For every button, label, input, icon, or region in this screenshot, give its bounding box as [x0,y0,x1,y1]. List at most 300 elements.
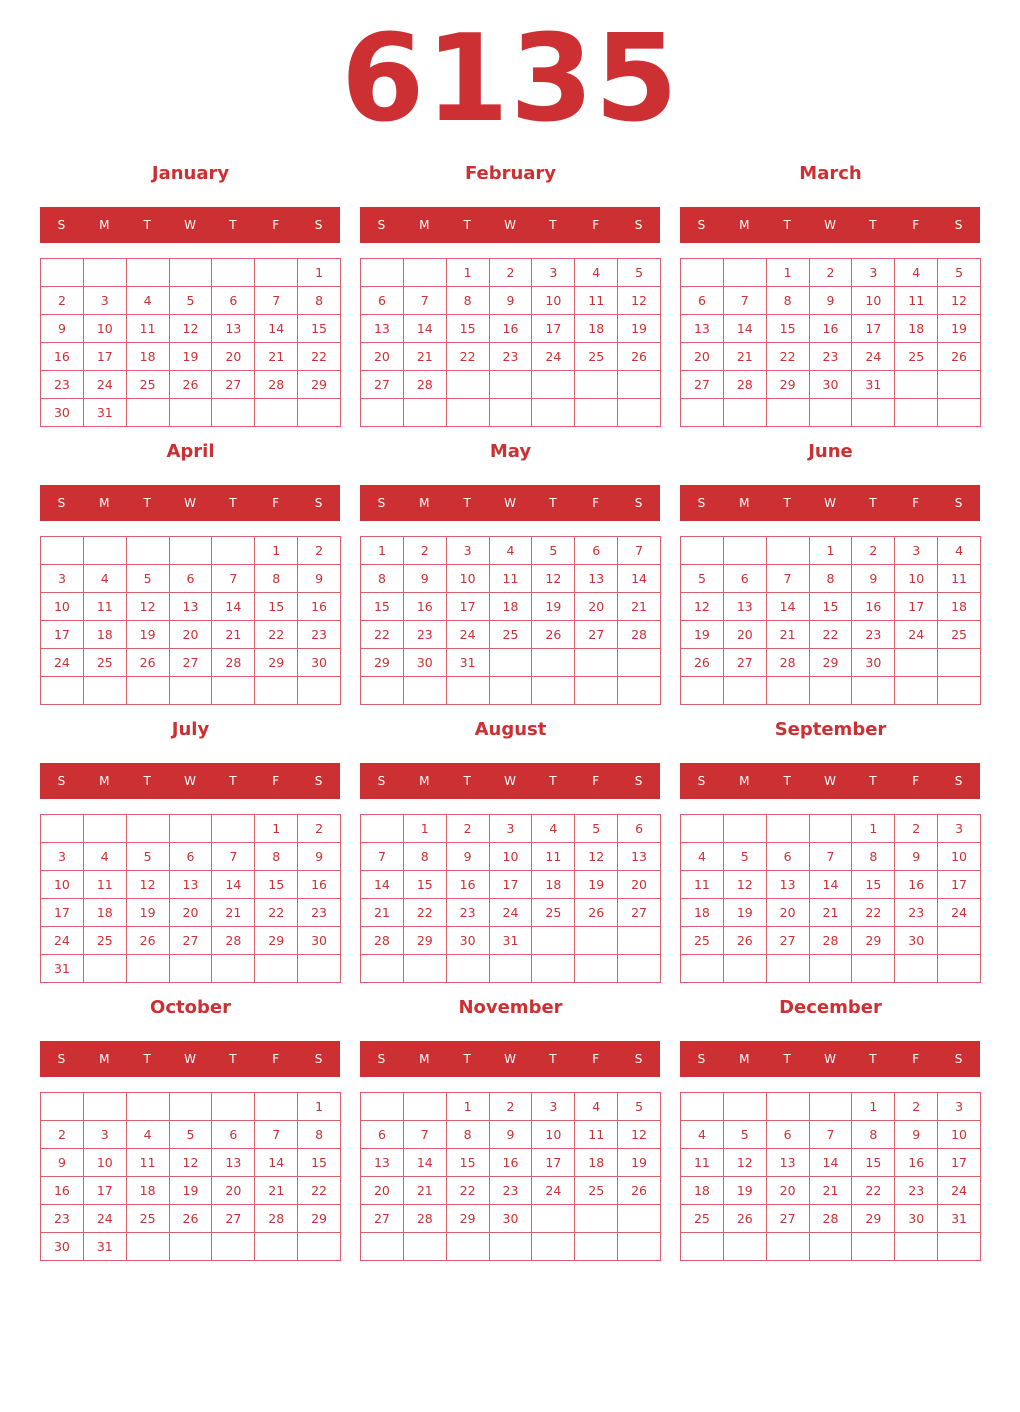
weekday-header [680,485,980,521]
day-cell: 11 [84,871,127,899]
day-cell: 17 [938,871,981,899]
empty-cell [724,537,767,565]
empty-cell [618,677,661,705]
weekday-label: F [912,774,920,788]
empty-cell [575,677,618,705]
day-cell: 29 [404,927,447,955]
day-cell: 12 [127,871,170,899]
day-cell: 25 [84,927,127,955]
empty-cell [575,371,618,399]
empty-cell [127,537,170,565]
weekday-label: W [184,218,196,232]
day-grid [360,258,661,427]
day-cell: 26 [127,927,170,955]
day-cell: 19 [170,343,213,371]
year-title: 6135 [341,10,679,149]
empty-cell [575,927,618,955]
day-cell: 21 [361,899,404,927]
weekday-label: M [739,218,750,232]
day-cell: 10 [938,1121,981,1149]
day-cell: 13 [361,1149,404,1177]
empty-cell [938,955,981,983]
day-cell: 7 [404,1121,447,1149]
empty-cell [938,1233,981,1261]
weekday-label: M [419,496,430,510]
weekday-label: S [634,496,643,510]
day-cell: 7 [767,565,810,593]
day-cell: 9 [298,843,341,871]
weekday-label: W [184,496,196,510]
day-cell: 20 [170,621,213,649]
day-cell: 23 [447,899,490,927]
day-cell: 11 [127,315,170,343]
day-cell: 27 [618,899,661,927]
weekday-label: T [463,496,471,510]
day-cell: 6 [575,537,618,565]
empty-cell [170,1093,213,1121]
day-cell: 12 [170,315,213,343]
day-cell: 27 [361,371,404,399]
day-cell: 25 [895,343,938,371]
day-cell: 24 [84,371,127,399]
empty-cell [532,1233,575,1261]
day-cell: 6 [212,287,255,315]
day-cell: 1 [767,259,810,287]
day-cell: 24 [895,621,938,649]
day-cell: 2 [404,537,447,565]
day-cell: 18 [575,315,618,343]
day-cell: 24 [447,621,490,649]
day-cell: 11 [575,287,618,315]
day-cell: 5 [938,259,981,287]
weekday-label: M [99,774,110,788]
day-cell: 16 [490,1149,533,1177]
weekday-label: T [549,218,557,232]
empty-cell [681,815,724,843]
day-cell: 9 [490,287,533,315]
day-cell: 15 [447,1149,490,1177]
empty-cell [681,259,724,287]
empty-cell [170,259,213,287]
day-cell: 24 [84,1205,127,1233]
weekday-label: T [143,774,151,788]
empty-cell [212,1233,255,1261]
empty-cell [810,955,853,983]
weekday-label: T [229,496,237,510]
day-cell: 8 [852,843,895,871]
day-cell: 17 [41,621,84,649]
day-cell: 2 [895,1093,938,1121]
day-cell: 19 [532,593,575,621]
day-cell: 8 [852,1121,895,1149]
day-cell: 14 [767,593,810,621]
day-cell: 25 [575,343,618,371]
empty-cell [724,677,767,705]
day-cell: 25 [681,1205,724,1233]
day-cell: 3 [41,843,84,871]
day-cell: 16 [490,315,533,343]
empty-cell [618,1205,661,1233]
weekday-label: S [377,218,386,232]
empty-cell [255,955,298,983]
day-cell: 14 [212,871,255,899]
empty-cell [127,259,170,287]
day-cell: 27 [724,649,767,677]
weekday-header [360,485,660,521]
day-cell: 26 [618,343,661,371]
empty-cell [127,955,170,983]
empty-cell [767,955,810,983]
day-cell: 15 [810,593,853,621]
empty-cell [767,677,810,705]
day-cell: 24 [532,1177,575,1205]
day-cell: 18 [575,1149,618,1177]
day-cell: 15 [298,1149,341,1177]
empty-cell [938,677,981,705]
day-cell: 9 [895,843,938,871]
weekday-label: S [634,774,643,788]
day-cell: 7 [212,565,255,593]
day-cell: 30 [895,1205,938,1233]
day-cell: 27 [170,927,213,955]
day-cell: 26 [724,927,767,955]
day-grid [360,814,661,983]
day-cell: 15 [852,871,895,899]
day-cell: 8 [810,565,853,593]
day-cell: 4 [84,565,127,593]
empty-cell [490,677,533,705]
day-cell: 18 [532,871,575,899]
day-cell: 6 [212,1121,255,1149]
weekday-label: S [634,1052,643,1066]
weekday-label: W [824,496,836,510]
day-cell: 30 [810,371,853,399]
day-cell: 4 [127,1121,170,1149]
empty-cell [447,677,490,705]
day-cell: 28 [212,649,255,677]
weekday-label: S [314,496,323,510]
day-cell: 29 [255,927,298,955]
day-cell: 22 [404,899,447,927]
day-grid [680,814,981,983]
empty-cell [724,259,767,287]
day-cell: 27 [767,1205,810,1233]
day-cell: 26 [618,1177,661,1205]
day-cell: 26 [938,343,981,371]
empty-cell [255,1093,298,1121]
weekday-label: M [99,1052,110,1066]
day-cell: 23 [298,899,341,927]
day-cell: 7 [255,1121,298,1149]
day-cell: 11 [127,1149,170,1177]
day-grid [40,536,341,705]
weekday-label: S [57,218,66,232]
day-cell: 6 [724,565,767,593]
day-cell: 20 [361,343,404,371]
empty-cell [810,1093,853,1121]
day-cell: 21 [618,593,661,621]
day-cell: 30 [447,927,490,955]
day-cell: 2 [447,815,490,843]
day-cell: 3 [532,259,575,287]
weekday-label: S [57,774,66,788]
day-cell: 11 [681,871,724,899]
weekday-header [680,207,980,243]
day-cell: 30 [41,1233,84,1261]
empty-cell [404,1233,447,1261]
day-cell: 7 [212,843,255,871]
day-cell: 29 [361,649,404,677]
day-cell: 10 [447,565,490,593]
empty-cell [938,399,981,427]
day-cell: 15 [447,315,490,343]
empty-cell [84,815,127,843]
day-cell: 18 [127,1177,170,1205]
day-cell: 17 [447,593,490,621]
day-cell: 1 [447,1093,490,1121]
empty-cell [767,399,810,427]
day-cell: 22 [447,1177,490,1205]
day-cell: 30 [404,649,447,677]
empty-cell [361,259,404,287]
empty-cell [895,1233,938,1261]
day-cell: 31 [84,399,127,427]
empty-cell [41,1093,84,1121]
weekday-label: S [954,496,963,510]
empty-cell [212,259,255,287]
day-cell: 24 [938,899,981,927]
empty-cell [618,371,661,399]
empty-cell [810,1233,853,1261]
day-cell: 12 [575,843,618,871]
weekday-label: W [504,496,516,510]
day-cell: 20 [212,343,255,371]
day-cell: 28 [361,927,404,955]
day-cell: 14 [810,871,853,899]
day-cell: 20 [361,1177,404,1205]
weekday-label: F [592,774,600,788]
day-cell: 19 [575,871,618,899]
weekday-header [680,763,980,799]
empty-cell [618,927,661,955]
day-cell: 13 [767,1149,810,1177]
day-cell: 6 [767,1121,810,1149]
day-cell: 7 [404,287,447,315]
weekday-header [360,763,660,799]
weekday-label: S [697,218,706,232]
empty-cell [212,399,255,427]
empty-cell [212,537,255,565]
day-cell: 11 [575,1121,618,1149]
empty-cell [490,399,533,427]
empty-cell [84,1093,127,1121]
empty-cell [127,399,170,427]
day-cell: 16 [810,315,853,343]
day-grid [40,814,341,983]
day-cell: 10 [490,843,533,871]
day-cell: 19 [938,315,981,343]
day-cell: 10 [41,871,84,899]
day-cell: 23 [41,1205,84,1233]
day-cell: 29 [447,1205,490,1233]
weekday-label: M [739,1052,750,1066]
day-cell: 28 [767,649,810,677]
day-cell: 28 [810,1205,853,1233]
empty-cell [170,399,213,427]
weekday-label: F [912,1052,920,1066]
day-cell: 15 [298,315,341,343]
empty-cell [575,955,618,983]
month-title: November [458,997,563,1018]
day-cell: 5 [724,1121,767,1149]
empty-cell [127,1093,170,1121]
day-cell: 1 [298,1093,341,1121]
day-cell: 31 [84,1233,127,1261]
day-cell: 2 [298,537,341,565]
weekday-label: S [57,496,66,510]
day-cell: 22 [298,1177,341,1205]
weekday-label: S [377,496,386,510]
empty-cell [361,955,404,983]
empty-cell [681,677,724,705]
day-cell: 30 [41,399,84,427]
empty-cell [681,1233,724,1261]
day-cell: 15 [404,871,447,899]
day-cell: 3 [41,565,84,593]
empty-cell [852,399,895,427]
day-cell: 17 [84,343,127,371]
empty-cell [724,1233,767,1261]
day-cell: 5 [618,1093,661,1121]
day-cell: 22 [767,343,810,371]
day-cell: 5 [170,1121,213,1149]
empty-cell [255,1233,298,1261]
day-cell: 16 [852,593,895,621]
weekday-label: S [314,774,323,788]
day-cell: 28 [404,1205,447,1233]
day-cell: 4 [532,815,575,843]
empty-cell [575,649,618,677]
day-cell: 30 [852,649,895,677]
empty-cell [575,1205,618,1233]
empty-cell [490,649,533,677]
weekday-header [40,485,340,521]
weekday-header [40,207,340,243]
weekday-label: T [463,774,471,788]
day-cell: 5 [724,843,767,871]
weekday-label: S [377,774,386,788]
empty-cell [767,1093,810,1121]
day-cell: 23 [895,899,938,927]
day-cell: 17 [938,1149,981,1177]
empty-cell [298,955,341,983]
empty-cell [532,677,575,705]
weekday-header [40,1041,340,1077]
weekday-label: S [314,1052,323,1066]
day-cell: 4 [575,259,618,287]
empty-cell [127,677,170,705]
day-cell: 23 [41,371,84,399]
day-cell: 22 [361,621,404,649]
day-cell: 28 [212,927,255,955]
weekday-label: M [739,774,750,788]
day-cell: 10 [938,843,981,871]
day-cell: 17 [490,871,533,899]
day-cell: 16 [298,593,341,621]
day-cell: 1 [255,815,298,843]
day-grid [360,1092,661,1261]
day-cell: 2 [298,815,341,843]
day-cell: 22 [255,621,298,649]
day-cell: 20 [170,899,213,927]
empty-cell [895,371,938,399]
empty-cell [170,815,213,843]
empty-cell [212,955,255,983]
empty-cell [618,1233,661,1261]
day-cell: 9 [41,315,84,343]
empty-cell [938,927,981,955]
weekday-label: T [869,496,877,510]
day-cell: 12 [127,593,170,621]
weekday-label: T [229,774,237,788]
day-cell: 5 [618,259,661,287]
day-cell: 27 [767,927,810,955]
month-title: February [464,163,557,184]
day-cell: 25 [490,621,533,649]
day-cell: 14 [724,315,767,343]
empty-cell [255,259,298,287]
day-cell: 8 [404,843,447,871]
day-cell: 28 [404,371,447,399]
weekday-label: W [824,1052,836,1066]
day-cell: 13 [170,871,213,899]
day-cell: 6 [170,843,213,871]
empty-cell [84,955,127,983]
day-cell: 20 [724,621,767,649]
day-cell: 4 [681,1121,724,1149]
empty-cell [298,1233,341,1261]
day-cell: 23 [404,621,447,649]
empty-cell [532,1205,575,1233]
day-cell: 17 [852,315,895,343]
day-cell: 3 [852,259,895,287]
day-cell: 4 [575,1093,618,1121]
day-cell: 14 [255,1149,298,1177]
day-cell: 21 [724,343,767,371]
weekday-label: T [549,1052,557,1066]
weekday-label: F [272,218,280,232]
day-cell: 15 [852,1149,895,1177]
day-cell: 19 [618,315,661,343]
empty-cell [724,815,767,843]
day-cell: 11 [938,565,981,593]
empty-cell [681,955,724,983]
empty-cell [404,955,447,983]
day-cell: 31 [41,955,84,983]
empty-cell [447,955,490,983]
empty-cell [724,1093,767,1121]
day-cell: 13 [767,871,810,899]
day-cell: 4 [895,259,938,287]
day-cell: 3 [532,1093,575,1121]
day-cell: 21 [404,1177,447,1205]
empty-cell [532,955,575,983]
empty-cell [490,371,533,399]
empty-cell [404,677,447,705]
day-cell: 24 [41,649,84,677]
day-cell: 30 [298,649,341,677]
day-cell: 4 [490,537,533,565]
